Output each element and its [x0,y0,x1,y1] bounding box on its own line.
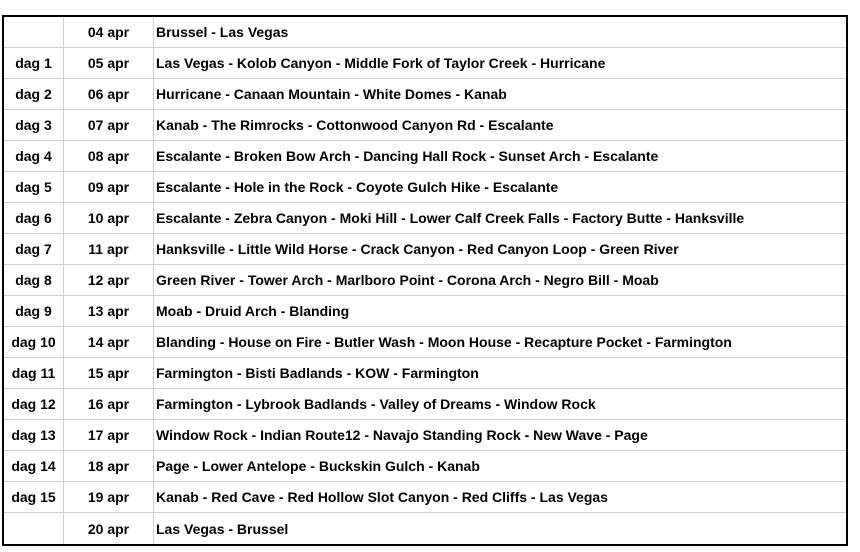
date-cell: 10 apr [64,203,154,233]
day-cell [4,17,64,47]
date-cell: 15 apr [64,358,154,388]
date-cell: 16 apr [64,389,154,419]
route-cell: Kanab - The Rimrocks - Cottonwood Canyon Rd - Escalante [156,117,554,133]
day-cell: dag 11 [4,358,64,388]
route-cell: Blanding - House on Fire - Butler Wash - Moon House - Recapture Pocket - Farmington [156,334,732,350]
route-cell: Escalante - Broken Bow Arch - Dancing Hall Rock - Sunset Arch - Escalante [156,148,659,164]
date-cell: 18 apr [64,451,154,481]
route-cell: Page - Lower Antelope - Buckskin Gulch - Kanab [156,458,480,474]
day-cell: dag 6 [4,203,64,233]
route-cell: Las Vegas - Kolob Canyon - Middle Fork of Taylor Creek - Hurricane [156,55,606,71]
table-row [4,172,846,203]
route-cell: Escalante - Hole in the Rock - Coyote Gulch Hike - Escalante [156,179,559,195]
table-row [4,327,846,358]
day-cell: dag 1 [4,48,64,78]
table-row [4,451,846,482]
table-row [4,48,846,79]
route-cell: Kanab - Red Cave - Red Hollow Slot Canyon - Red Cliffs - Las Vegas [156,489,608,505]
day-cell: dag 3 [4,110,64,140]
date-cell: 08 apr [64,141,154,171]
route-cell: Window Rock - Indian Route12 - Navajo Standing Rock - New Wave - Page [156,427,648,443]
day-cell: dag 2 [4,79,64,109]
day-cell: dag 4 [4,141,64,171]
table-row [4,141,846,172]
day-cell: dag 7 [4,234,64,264]
table-row [4,296,846,327]
route-cell: Moab - Druid Arch - Blanding [156,303,350,319]
table-row [4,482,846,513]
day-cell: dag 5 [4,172,64,202]
route-cell: Brussel - Las Vegas [156,24,289,40]
day-cell: dag 15 [4,482,64,512]
table-row [4,203,846,234]
route-cell: Green River - Tower Arch - Marlboro Point - Corona Arch - Negro Bill - Moab [156,272,659,288]
route-cell: Hurricane - Canaan Mountain - White Domes - Kanab [156,86,507,102]
table-row [4,358,846,389]
date-cell: 05 apr [64,48,154,78]
date-cell: 06 apr [64,79,154,109]
day-cell [4,513,64,544]
date-cell: 12 apr [64,265,154,295]
itinerary-table [2,15,848,546]
table-row [4,513,846,544]
date-cell: 13 apr [64,296,154,326]
table-row [4,234,846,265]
route-cell: Las Vegas - Brussel [156,520,289,537]
day-cell: dag 10 [4,327,64,357]
day-cell: dag 14 [4,451,64,481]
date-cell: 14 apr [64,327,154,357]
date-cell: 11 apr [64,234,154,264]
table-row [4,110,846,141]
route-cell: Escalante - Zebra Canyon - Moki Hill - Lower Calf Creek Falls - Factory Butte - Hanksville [156,210,745,226]
date-cell: 20 apr [64,513,154,544]
route-cell: Farmington - Bisti Badlands - KOW - Farmington [156,365,479,381]
day-cell: dag 8 [4,265,64,295]
date-cell: 07 apr [64,110,154,140]
table-row [4,17,846,48]
date-cell: 19 apr [64,482,154,512]
day-cell: dag 12 [4,389,64,419]
route-cell: Hanksville - Little Wild Horse - Crack Canyon - Red Canyon Loop - Green River [156,241,679,257]
table-row [4,420,846,451]
day-cell: dag 13 [4,420,64,450]
route-cell: Farmington - Lybrook Badlands - Valley of Dreams - Window Rock [156,396,596,412]
date-cell: 17 apr [64,420,154,450]
table-row [4,265,846,296]
table-row [4,79,846,110]
table-row [4,389,846,420]
day-cell: dag 9 [4,296,64,326]
date-cell: 04 apr [64,17,154,47]
date-cell: 09 apr [64,172,154,202]
